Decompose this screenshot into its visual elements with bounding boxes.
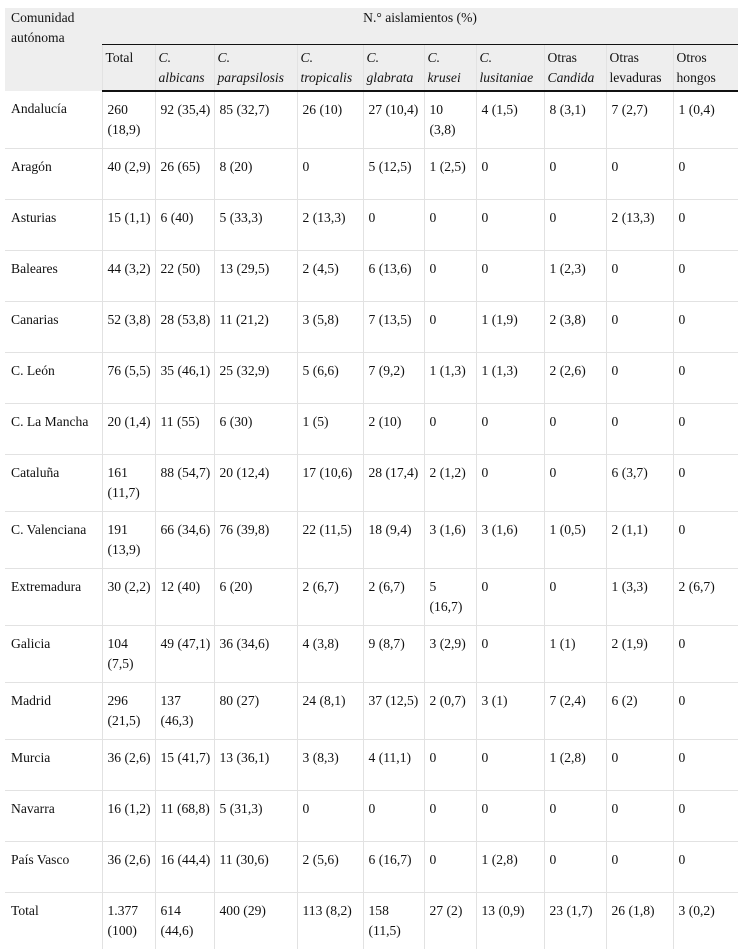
value-cell: 1 (1,3) <box>476 353 544 404</box>
region-cell: Madrid <box>5 683 102 740</box>
value-cell: 4 (11,1) <box>363 740 424 791</box>
value-cell: 76 (5,5) <box>102 353 155 404</box>
table-row <box>5 251 738 302</box>
column-header <box>606 45 673 92</box>
value-cell: 13 (0,9) <box>476 893 544 949</box>
value-cell: 5 (6,6) <box>297 353 363 404</box>
value-cell: 11 (30,6) <box>214 842 297 893</box>
value-cell: 3 (0,2) <box>673 893 738 949</box>
value-cell: 36 (2,6) <box>102 842 155 893</box>
value-cell: 3 (2,9) <box>424 626 476 683</box>
value-cell: 3 (1,6) <box>424 512 476 569</box>
value-cell: 0 <box>673 302 738 353</box>
column-header <box>424 45 476 92</box>
column-header <box>673 45 738 92</box>
value-cell: 3 (1) <box>476 683 544 740</box>
region-cell: Aragón <box>5 149 102 200</box>
value-cell: 2 (1,9) <box>606 626 673 683</box>
value-cell: 104 (7,5) <box>102 626 155 683</box>
region-cell: Total <box>5 893 102 949</box>
column-header-line1: Otros <box>677 48 736 68</box>
value-cell: 2 (6,7) <box>297 569 363 626</box>
value-cell: 12 (40) <box>155 569 214 626</box>
value-cell: 1 (1) <box>544 626 606 683</box>
value-cell: 3 (5,8) <box>297 302 363 353</box>
value-cell: 17 (10,6) <box>297 455 363 512</box>
value-cell: 0 <box>476 626 544 683</box>
value-cell: 20 (1,4) <box>102 404 155 455</box>
value-cell: 26 (1,8) <box>606 893 673 949</box>
value-cell: 37 (12,5) <box>363 683 424 740</box>
value-cell: 0 <box>606 302 673 353</box>
column-header <box>363 45 424 92</box>
value-cell: 6 (16,7) <box>363 842 424 893</box>
region-cell: Murcia <box>5 740 102 791</box>
value-cell: 0 <box>297 149 363 200</box>
value-cell: 2 (13,3) <box>297 200 363 251</box>
value-cell: 3 (1,6) <box>476 512 544 569</box>
value-cell: 6 (40) <box>155 200 214 251</box>
table-row <box>5 302 738 353</box>
value-cell: 0 <box>673 626 738 683</box>
column-header-line1: C. <box>367 48 421 68</box>
value-cell: 0 <box>673 842 738 893</box>
column-header-line2: tropicalis <box>301 68 360 88</box>
value-cell: 2 (10) <box>363 404 424 455</box>
value-cell: 2 (13,3) <box>606 200 673 251</box>
column-header-line1: C. <box>159 48 211 68</box>
value-cell: 113 (8,2) <box>297 893 363 949</box>
value-cell: 30 (2,2) <box>102 569 155 626</box>
value-cell: 0 <box>673 200 738 251</box>
value-cell: 0 <box>424 251 476 302</box>
region-cell: Asturias <box>5 200 102 251</box>
value-cell: 13 (36,1) <box>214 740 297 791</box>
column-header-line2: hongos <box>677 68 736 88</box>
value-cell: 15 (1,1) <box>102 200 155 251</box>
value-cell: 27 (10,4) <box>363 91 424 149</box>
value-cell: 0 <box>424 740 476 791</box>
value-cell: 16 (1,2) <box>102 791 155 842</box>
value-cell: 1 (0,5) <box>544 512 606 569</box>
column-header-line2: levaduras <box>610 68 670 88</box>
value-cell: 7 (13,5) <box>363 302 424 353</box>
region-cell: Galicia <box>5 626 102 683</box>
value-cell: 20 (12,4) <box>214 455 297 512</box>
region-cell: Cataluña <box>5 455 102 512</box>
table-row <box>5 626 738 683</box>
region-cell: País Vasco <box>5 842 102 893</box>
value-cell: 7 (9,2) <box>363 353 424 404</box>
value-cell: 1 (0,4) <box>673 91 738 149</box>
column-header <box>544 45 606 92</box>
region-cell: Extremadura <box>5 569 102 626</box>
value-cell: 5 (31,3) <box>214 791 297 842</box>
value-cell: 6 (13,6) <box>363 251 424 302</box>
column-header-line1: C. <box>480 48 541 68</box>
table-row <box>5 404 738 455</box>
value-cell: 1 (1,9) <box>476 302 544 353</box>
value-cell: 36 (34,6) <box>214 626 297 683</box>
value-cell: 6 (20) <box>214 569 297 626</box>
column-header-line2: lusitaniae <box>480 68 541 88</box>
value-cell: 5 (12,5) <box>363 149 424 200</box>
value-cell: 28 (53,8) <box>155 302 214 353</box>
value-cell: 0 <box>673 791 738 842</box>
value-cell: 0 <box>673 353 738 404</box>
value-cell: 8 (3,1) <box>544 91 606 149</box>
value-cell: 80 (27) <box>214 683 297 740</box>
value-cell: 0 <box>544 455 606 512</box>
value-cell: 6 (2) <box>606 683 673 740</box>
value-cell: 614 (44,6) <box>155 893 214 949</box>
value-cell: 0 <box>297 791 363 842</box>
value-cell: 92 (35,4) <box>155 91 214 149</box>
value-cell: 24 (8,1) <box>297 683 363 740</box>
value-cell: 26 (10) <box>297 91 363 149</box>
column-header-row <box>5 45 738 92</box>
value-cell: 296 (21,5) <box>102 683 155 740</box>
column-header-line1: C. <box>218 48 294 68</box>
isolates-table <box>5 8 738 949</box>
value-cell: 35 (46,1) <box>155 353 214 404</box>
value-cell: 0 <box>673 740 738 791</box>
value-cell: 52 (3,8) <box>102 302 155 353</box>
region-cell: C. León <box>5 353 102 404</box>
value-cell: 0 <box>424 200 476 251</box>
value-cell: 28 (17,4) <box>363 455 424 512</box>
value-cell: 0 <box>673 404 738 455</box>
value-cell: 2 (1,1) <box>606 512 673 569</box>
value-cell: 0 <box>606 353 673 404</box>
value-cell: 0 <box>673 149 738 200</box>
value-cell: 5 (16,7) <box>424 569 476 626</box>
value-cell: 0 <box>673 455 738 512</box>
table-row <box>5 512 738 569</box>
table-row <box>5 842 738 893</box>
value-cell: 0 <box>476 740 544 791</box>
value-cell: 44 (3,2) <box>102 251 155 302</box>
column-header-line2: krusei <box>428 68 473 88</box>
value-cell: 25 (32,9) <box>214 353 297 404</box>
table-row <box>5 353 738 404</box>
value-cell: 0 <box>673 683 738 740</box>
value-cell: 0 <box>606 842 673 893</box>
value-cell: 8 (20) <box>214 149 297 200</box>
value-cell: 76 (39,8) <box>214 512 297 569</box>
value-cell: 4 (3,8) <box>297 626 363 683</box>
value-cell: 0 <box>476 200 544 251</box>
value-cell: 0 <box>544 791 606 842</box>
value-cell: 23 (1,7) <box>544 893 606 949</box>
value-cell: 0 <box>673 512 738 569</box>
value-cell: 2 (2,6) <box>544 353 606 404</box>
column-header <box>297 45 363 92</box>
value-cell: 2 (0,7) <box>424 683 476 740</box>
column-header-line2: Candida <box>548 68 603 88</box>
value-cell: 16 (44,4) <box>155 842 214 893</box>
group-header: N.° aislamientos (%) <box>102 8 738 45</box>
value-cell: 0 <box>544 404 606 455</box>
value-cell: 27 (2) <box>424 893 476 949</box>
value-cell: 0 <box>606 740 673 791</box>
value-cell: 15 (41,7) <box>155 740 214 791</box>
value-cell: 11 (55) <box>155 404 214 455</box>
value-cell: 1 (2,8) <box>476 842 544 893</box>
column-header <box>214 45 297 92</box>
value-cell: 1 (2,8) <box>544 740 606 791</box>
table-row <box>5 569 738 626</box>
value-cell: 137 (46,3) <box>155 683 214 740</box>
value-cell: 0 <box>476 251 544 302</box>
value-cell: 18 (9,4) <box>363 512 424 569</box>
value-cell: 22 (11,5) <box>297 512 363 569</box>
column-header <box>102 45 155 92</box>
region-cell: Baleares <box>5 251 102 302</box>
value-cell: 0 <box>544 842 606 893</box>
value-cell: 0 <box>544 569 606 626</box>
value-cell: 22 (50) <box>155 251 214 302</box>
value-cell: 6 (3,7) <box>606 455 673 512</box>
value-cell: 2 (5,6) <box>297 842 363 893</box>
column-header-line2: glabrata <box>367 68 421 88</box>
value-cell: 0 <box>606 251 673 302</box>
value-cell: 5 (33,3) <box>214 200 297 251</box>
table-row <box>5 791 738 842</box>
value-cell: 0 <box>673 251 738 302</box>
column-header-line2: parapsilosis <box>218 68 294 88</box>
table-row <box>5 149 738 200</box>
value-cell: 260 (18,9) <box>102 91 155 149</box>
value-cell: 10 (3,8) <box>424 91 476 149</box>
table-row <box>5 455 738 512</box>
value-cell: 26 (65) <box>155 149 214 200</box>
column-header <box>155 45 214 92</box>
value-cell: 1 (5) <box>297 404 363 455</box>
table-body <box>5 91 738 949</box>
value-cell: 0 <box>363 200 424 251</box>
column-header-line1: Total <box>106 48 152 68</box>
value-cell: 0 <box>544 149 606 200</box>
value-cell: 2 (1,2) <box>424 455 476 512</box>
value-cell: 2 (6,7) <box>363 569 424 626</box>
value-cell: 1 (2,3) <box>544 251 606 302</box>
region-cell: Andalucía <box>5 91 102 149</box>
value-cell: 2 (6,7) <box>673 569 738 626</box>
value-cell: 0 <box>476 404 544 455</box>
value-cell: 1.377 (100) <box>102 893 155 949</box>
column-header-line1: C. <box>301 48 360 68</box>
value-cell: 0 <box>476 149 544 200</box>
value-cell: 0 <box>363 791 424 842</box>
table-row <box>5 91 738 149</box>
value-cell: 7 (2,4) <box>544 683 606 740</box>
value-cell: 0 <box>606 791 673 842</box>
value-cell: 13 (29,5) <box>214 251 297 302</box>
value-cell: 0 <box>476 455 544 512</box>
value-cell: 11 (68,8) <box>155 791 214 842</box>
value-cell: 191 (13,9) <box>102 512 155 569</box>
total-row <box>5 893 738 949</box>
column-header-line2: albicans <box>159 68 211 88</box>
value-cell: 158 (11,5) <box>363 893 424 949</box>
value-cell: 0 <box>424 302 476 353</box>
region-cell: C. La Mancha <box>5 404 102 455</box>
value-cell: 66 (34,6) <box>155 512 214 569</box>
value-cell: 0 <box>544 200 606 251</box>
value-cell: 0 <box>476 569 544 626</box>
value-cell: 6 (30) <box>214 404 297 455</box>
value-cell: 11 (21,2) <box>214 302 297 353</box>
value-cell: 1 (1,3) <box>424 353 476 404</box>
column-header-line1: Otras <box>548 48 603 68</box>
column-header-line1: C. <box>428 48 473 68</box>
value-cell: 0 <box>424 791 476 842</box>
value-cell: 49 (47,1) <box>155 626 214 683</box>
value-cell: 161 (11,7) <box>102 455 155 512</box>
value-cell: 36 (2,6) <box>102 740 155 791</box>
column-header-line1: Otras <box>610 48 670 68</box>
region-cell: Navarra <box>5 791 102 842</box>
value-cell: 1 (2,5) <box>424 149 476 200</box>
region-header: Comunidad autónoma <box>5 8 102 91</box>
value-cell: 4 (1,5) <box>476 91 544 149</box>
value-cell: 0 <box>476 791 544 842</box>
table-row <box>5 740 738 791</box>
region-cell: Canarias <box>5 302 102 353</box>
value-cell: 0 <box>606 404 673 455</box>
value-cell: 0 <box>424 842 476 893</box>
region-cell: C. Valenciana <box>5 512 102 569</box>
table-header <box>5 8 738 91</box>
table-row <box>5 683 738 740</box>
value-cell: 40 (2,9) <box>102 149 155 200</box>
value-cell: 85 (32,7) <box>214 91 297 149</box>
value-cell: 7 (2,7) <box>606 91 673 149</box>
value-cell: 2 (4,5) <box>297 251 363 302</box>
table-row <box>5 200 738 251</box>
value-cell: 2 (3,8) <box>544 302 606 353</box>
value-cell: 0 <box>606 149 673 200</box>
column-header <box>476 45 544 92</box>
value-cell: 3 (8,3) <box>297 740 363 791</box>
value-cell: 9 (8,7) <box>363 626 424 683</box>
value-cell: 400 (29) <box>214 893 297 949</box>
value-cell: 88 (54,7) <box>155 455 214 512</box>
value-cell: 1 (3,3) <box>606 569 673 626</box>
value-cell: 0 <box>424 404 476 455</box>
